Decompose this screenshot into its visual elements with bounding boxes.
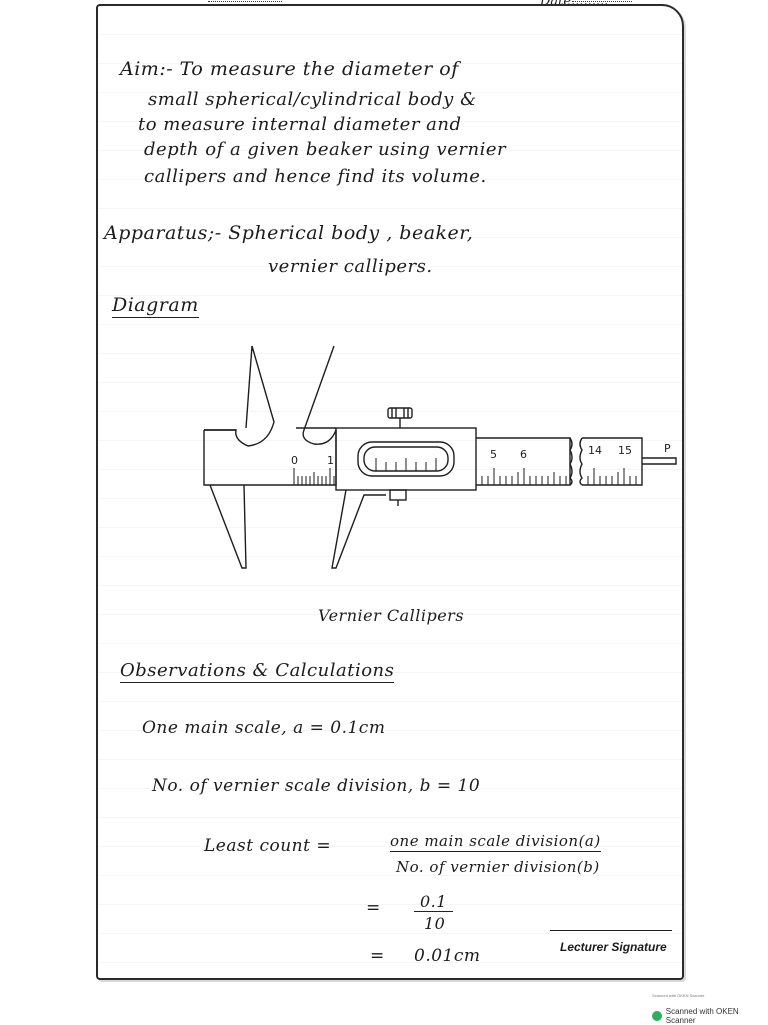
- observations-heading: Observations & Calculations: [120, 660, 395, 681]
- scale-label-1: 1: [327, 454, 334, 467]
- least-count-label: Least count =: [204, 836, 332, 856]
- lecturer-signature-label: Lecturer Signature: [560, 940, 667, 954]
- scale-label-14: 14: [588, 444, 602, 457]
- equals-sign-2: =: [370, 946, 385, 966]
- diagram-caption: Vernier Callipers: [318, 606, 465, 625]
- equals-sign-1: =: [366, 898, 381, 918]
- vernier-callipers-diagram: [196, 340, 682, 572]
- scale-label-p: P: [664, 442, 671, 455]
- scale-label-5: 5: [490, 448, 497, 461]
- vernier-division-count: No. of vernier scale division, b = 10: [152, 776, 481, 796]
- scale-label-0: 0: [291, 454, 298, 467]
- top-dotted-line-left: [208, 0, 282, 2]
- aim-line-1: Aim:- To measure the diameter of: [120, 58, 459, 80]
- least-count-result: 0.01cm: [414, 946, 481, 966]
- aim-line-3: to measure internal diameter and: [138, 114, 462, 135]
- fixed-upper-jaw: [204, 346, 274, 446]
- lock-screw: [390, 490, 406, 500]
- least-count-denominator: No. of vernier division(b): [396, 858, 600, 876]
- aim-line-5: callipers and hence find its volume.: [144, 166, 487, 187]
- scale-label-6: 6: [520, 448, 527, 461]
- signature-line: [550, 930, 672, 931]
- scanner-logo-icon: [652, 1011, 662, 1021]
- movable-lower-jaw: [332, 490, 386, 568]
- aim-line-4: depth of a given beaker using vernier: [144, 139, 507, 160]
- fraction-numerator: 0.1: [414, 892, 453, 912]
- diagram-heading: Diagram: [112, 294, 199, 316]
- least-count-numerator: one main scale division(a): [390, 832, 601, 850]
- main-scale-value: One main scale, a = 0.1cm: [142, 718, 386, 738]
- main-scale-beam: [204, 430, 336, 485]
- fixed-lower-jaw: [210, 485, 246, 568]
- depth-rod: [642, 458, 676, 464]
- fraction-denominator: 10: [424, 914, 446, 933]
- apparatus-line-1: Apparatus;- Spherical body , beaker,: [104, 222, 474, 244]
- scanner-watermark-small: Scanned with OKEN Scanner: [652, 993, 705, 998]
- scanner-watermark: [652, 1007, 768, 1025]
- movable-upper-jaw: [303, 346, 336, 444]
- scanner-text: Scanned with OKEN Scanner: [665, 1007, 739, 1025]
- main-scale-extension: [476, 438, 570, 485]
- aim-line-2: small spherical/cylindrical body &: [148, 89, 477, 110]
- scale-label-15: 15: [618, 444, 632, 457]
- apparatus-line-2: vernier callipers.: [268, 256, 433, 277]
